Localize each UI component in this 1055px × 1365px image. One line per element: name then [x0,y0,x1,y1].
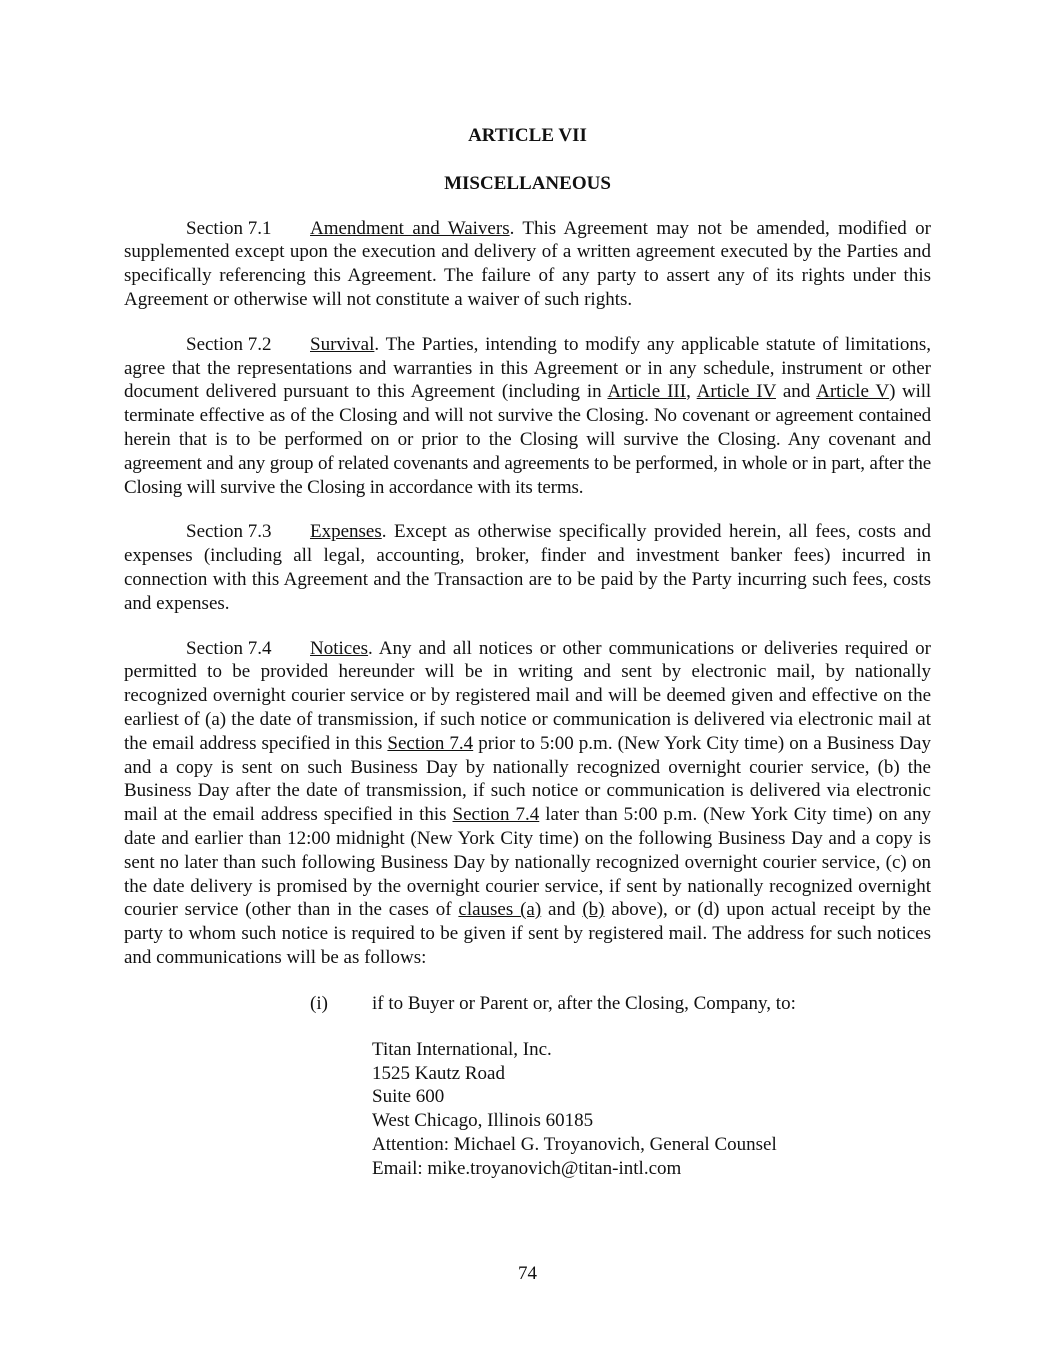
section-number: Section 7.3 [186,521,272,543]
item-text: if to Buyer or Parent or, after the Closing, Company, to: [372,992,796,1014]
section-body: . Any and all notices or other communications or deliveries required or permitted to be provided hereunder will be in writing and sent by electronic mail, by nationally recognized overnight courier service or by registered mail and will be deemed given and effective on the earliest of (a) the date of transmission, if such notice or communication is delivered via electronic mail at the email address specified in this [124,637,931,754]
cross-reference: (b) [582,899,605,921]
section-number: Section 7.4 [186,637,272,659]
article-subtitle: MISCELLANEOUS [444,172,611,194]
section-body: and [775,381,817,403]
section-number: Section 7.2 [186,333,272,355]
section-body: later than 5:00 p.m. (New York City time) on any date and earlier than 12:00 midnight (New York City time) on the following Business Day and a copy is sent no later than such following Business Day by nationally recognized overnight courier service, (c) on the date delivery is promised by the overnight courier service, if sent by nationally recognized overnight courier service (other than in the cases of [124,804,931,921]
section-body: . The Parties, intending to modify any applicable statute of limitations, agree that the representations and warranties in this Agreement or in any schedule, instrument or other document delivered pursuant to this Agreement (including in [124,333,931,403]
address-attention: Attention: Michael G. Troyanovich, General Counsel [372,1133,777,1155]
section-7-1 [124,217,931,312]
item-number: (i) [310,992,328,1014]
section-7-2 [124,333,931,500]
address-suite: Suite 600 [372,1086,445,1108]
cross-reference: Article V [816,381,890,403]
cross-reference: Article III [607,381,687,403]
article-title: ARTICLE VII [468,125,587,146]
address-company: Titan International, Inc. [372,1038,552,1060]
section-body: ) will terminate effective as of the Closing and will not survive the Closing. No covenant or agreement contained herein that is to be performed on or prior to the Closing will survive the Closing. Any covenant and agreement and any group of related covenants and agreements to be performed, in whole or in part, after the Closing will survive the Closing in accordance with its terms. [124,381,931,498]
section-title: Amendment and Waivers [310,217,510,239]
address-street: 1525 Kautz Road [372,1062,505,1084]
section-7-4 [124,637,931,970]
section-body: , [686,381,697,403]
cross-reference: Section 7.4 [452,804,540,826]
section-body: prior to 5:00 p.m. (New York City time) on a Business Day and a copy is sent on such Business Day by nationally recognized overnight courier service, (b) the Business Day after the date of transmission, if such notice or communication is delivered via electronic mail at the email address specified in this [124,732,931,826]
address-email: Email: mike.troyanovich@titan-intl.com [372,1157,682,1179]
section-title: Survival [310,333,375,355]
address-block [372,1038,931,1181]
cross-reference: Section 7.4 [387,732,474,754]
cross-reference: Article IV [696,381,776,403]
section-title: Expenses [310,521,382,543]
section-title: Notices [310,637,369,659]
section-number: Section 7.1 [186,217,272,239]
document-page [124,120,931,1180]
cross-reference: clauses (a) [458,899,542,921]
section-7-3 [124,520,931,615]
section-body: and [541,899,583,921]
section-body: . Except as otherwise specifically provided herein, all fees, costs and expenses (including all legal, accounting, broker, finder and investment banker fees) incurred in connection with this Agreement and the Transaction are to be paid by the Party incurring such fees, costs and expenses. [124,521,931,614]
page-number: 74 [518,1263,537,1284]
notice-item [124,992,931,1016]
section-body: . This Agreement may not be amended, modified or supplemented except upon the execution and delivery of a written agreement executed by the Parties and specifically referencing this Agreement. The failure of any party to assert any of its rights under this Agreement or otherwise will not constitute a waiver of such rights. [124,217,931,310]
section-body: above), or (d) upon actual receipt by the party to whom such notice is required to be given if sent by registered mail. The address for such notices and communications will be as follows: [124,899,931,968]
address-city: West Chicago, Illinois 60185 [372,1110,594,1132]
